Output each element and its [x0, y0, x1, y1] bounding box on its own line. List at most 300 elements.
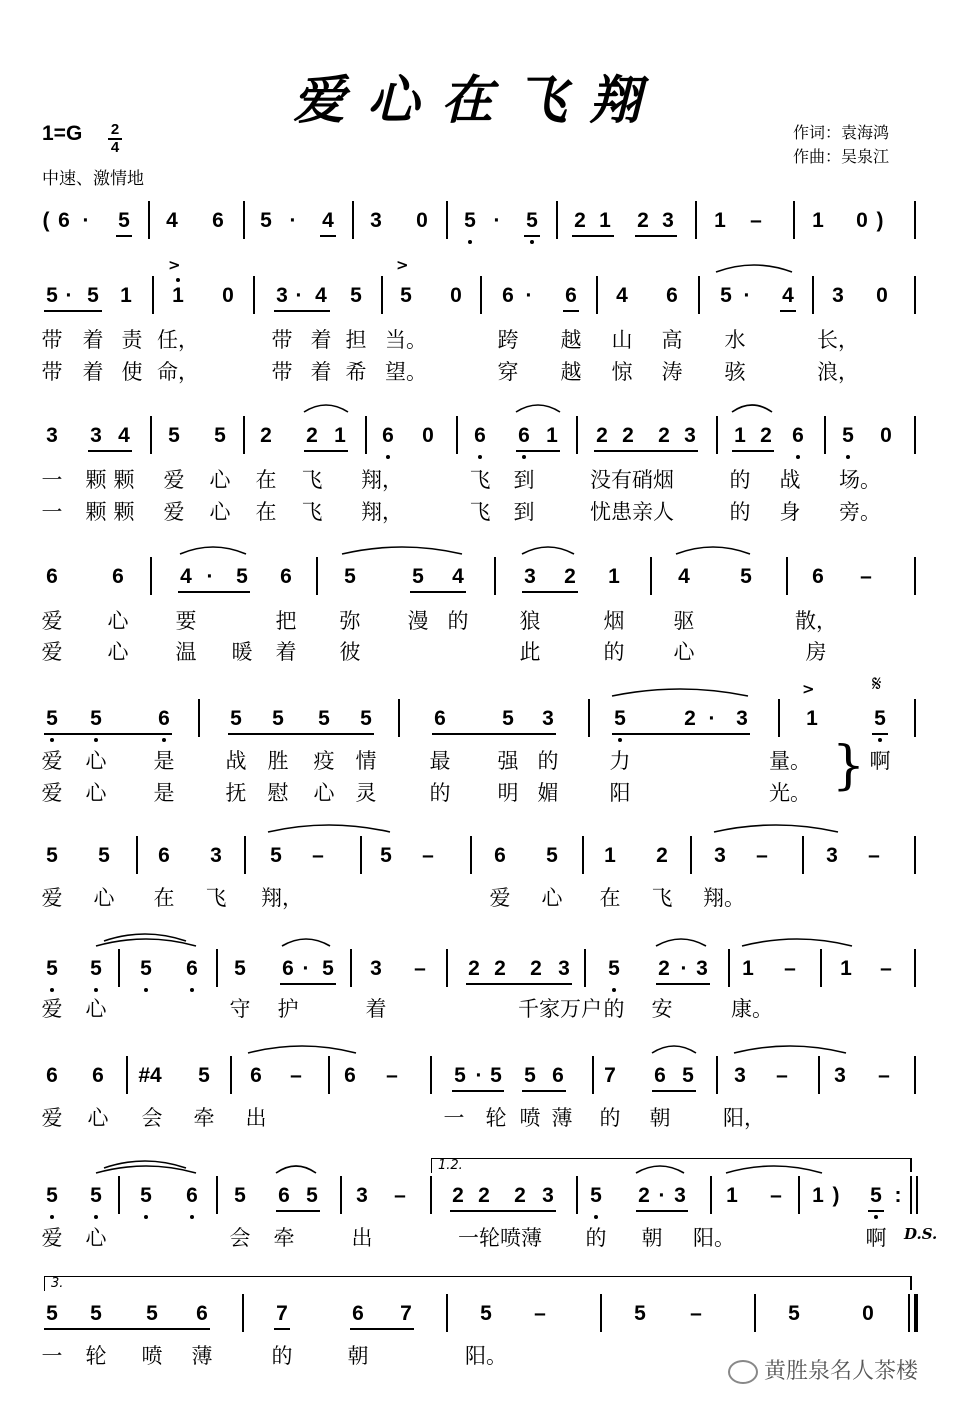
- note: 7: [400, 1302, 412, 1325]
- note: 5: [614, 707, 626, 730]
- lyric-word: 的: [603, 640, 625, 664]
- lyric-word: 心: [107, 609, 129, 633]
- lyric-word: 山: [611, 328, 633, 352]
- note: 5: [140, 1184, 152, 1207]
- lyric-word: 的: [585, 1226, 607, 1250]
- note: 5: [740, 565, 752, 588]
- barline: [118, 1176, 120, 1214]
- note: 5: [270, 844, 282, 867]
- beam: [274, 310, 330, 312]
- lyric-word: 的: [447, 609, 469, 633]
- note: –: [770, 1184, 782, 1207]
- barline: [446, 201, 448, 239]
- lyric-word: 薄: [551, 1106, 573, 1130]
- octave-dot-below: [386, 455, 390, 459]
- note: 6: [352, 1302, 364, 1325]
- octave-dot-below: [94, 1215, 98, 1219]
- note: 1: [604, 844, 616, 867]
- note: 5: [260, 209, 272, 232]
- lyric-word: 心: [87, 1106, 109, 1130]
- volta-bracket-3: [44, 1276, 911, 1291]
- lyric-word: 飞: [301, 468, 323, 492]
- note: 2: [260, 424, 272, 447]
- note: ): [832, 1184, 840, 1207]
- lyric-word: 带: [271, 328, 293, 352]
- barline: [230, 1056, 232, 1094]
- beam: [228, 733, 374, 735]
- note: 2: [637, 209, 649, 232]
- note: 3: [542, 707, 554, 730]
- note: 5: [720, 284, 732, 307]
- beam: [410, 591, 466, 593]
- lyric-word: 穿: [497, 360, 519, 384]
- lyric-word: 心: [209, 500, 231, 524]
- lyric-word: 喷: [141, 1344, 163, 1368]
- lyric-word: 跨: [497, 328, 519, 352]
- tempo-marking: 中速、激情地: [42, 169, 144, 189]
- lyric-word: 力: [609, 749, 631, 773]
- note: 5: [412, 565, 424, 588]
- octave-dot-below: [162, 738, 166, 742]
- note: 3: [684, 424, 696, 447]
- note: (: [42, 209, 50, 232]
- score-line: [0, 1300, 956, 1340]
- barline: [914, 836, 916, 874]
- note: –: [784, 957, 796, 980]
- note: 5: [874, 707, 886, 730]
- barline: [710, 1176, 712, 1214]
- note: 2: [530, 957, 542, 980]
- lyric-word: 会: [229, 1226, 251, 1250]
- lyric-word: 颗: [85, 500, 107, 524]
- note: 6: [278, 1184, 290, 1207]
- beam: [44, 1328, 210, 1330]
- barline: [716, 416, 718, 454]
- barline: [446, 1294, 448, 1332]
- barline: [244, 836, 246, 874]
- beam: [274, 1328, 290, 1330]
- score-line: [0, 1182, 956, 1222]
- lyric-word: 阳，: [723, 1106, 765, 1130]
- lyric-word: 此: [519, 640, 541, 664]
- lyric-word: 飞: [469, 500, 491, 524]
- note: 6: [58, 209, 70, 232]
- beam: [636, 1210, 688, 1212]
- barline: [914, 276, 916, 314]
- lyric-word: 惊: [611, 360, 633, 384]
- lyric-word: 在: [153, 886, 175, 910]
- lyricist-credit: 作词：袁海鸿: [793, 123, 890, 142]
- lyric-word: 爱: [41, 609, 63, 633]
- note: –: [690, 1302, 702, 1325]
- lyric-word: 心: [93, 886, 115, 910]
- lyric-word: 一: [41, 468, 63, 492]
- barline: [596, 276, 598, 314]
- note: 1: [812, 1184, 824, 1207]
- beam: [516, 450, 560, 452]
- beam: [452, 1090, 504, 1092]
- note: 3: [90, 424, 102, 447]
- note: 5: [350, 284, 362, 307]
- note: 2: [514, 1184, 526, 1207]
- lyric-word: 出: [351, 1226, 373, 1250]
- barline: [556, 201, 558, 239]
- note: 5: [234, 1184, 246, 1207]
- lyric-word: 的: [599, 1106, 621, 1130]
- beam: [563, 310, 579, 312]
- lyric-word: 命，: [157, 360, 199, 384]
- tie-arc: [734, 1046, 846, 1053]
- note: –: [750, 209, 762, 232]
- barline: [136, 836, 138, 874]
- note: 3: [356, 1184, 368, 1207]
- barline: [786, 557, 788, 595]
- score-line: [0, 563, 956, 603]
- lyric-word: 心: [85, 749, 107, 773]
- barline: [316, 557, 318, 595]
- lyric-word: 爱: [41, 781, 63, 805]
- note: 6: [46, 1064, 58, 1087]
- lyric-word: 爱: [41, 749, 63, 773]
- note: 2: [478, 1184, 490, 1207]
- barline: [398, 699, 400, 737]
- note: 6: [212, 209, 224, 232]
- watermark: [728, 1354, 918, 1385]
- note: 2: [306, 424, 318, 447]
- note: –: [878, 1064, 890, 1087]
- note: 0: [880, 424, 892, 447]
- tie-arc: [104, 934, 186, 941]
- lyric-word: 飞: [205, 886, 227, 910]
- note: 3: [734, 1064, 746, 1087]
- lyric-word: 到: [513, 468, 535, 492]
- lyric-word: 忧患亲人: [590, 500, 674, 524]
- song-title: 爱心在飞翔: [292, 70, 663, 131]
- lyric-word: 骇: [724, 360, 746, 384]
- lyric-word: 朝: [641, 1226, 663, 1250]
- note: 5: [318, 707, 330, 730]
- lyric-word: 啊: [865, 1226, 887, 1250]
- lyric-word: 朝: [649, 1106, 671, 1130]
- tie-arc: [276, 1166, 316, 1173]
- beam: [780, 310, 796, 312]
- note: 5: [46, 844, 58, 867]
- note: 6: [158, 707, 170, 730]
- lyric-row: [0, 605, 956, 633]
- tie-arc: [248, 1046, 356, 1053]
- note: ·: [206, 565, 214, 588]
- note: 5: [590, 1184, 602, 1207]
- lyric-word: 浪，: [817, 360, 859, 384]
- lyric-row: [0, 745, 956, 773]
- barline: [916, 1176, 918, 1214]
- lyric-word: 漫: [407, 609, 429, 633]
- lyric-word: 飞: [651, 886, 673, 910]
- volta-label-3: 3.: [51, 1276, 64, 1291]
- lyric-word: 当。: [385, 328, 427, 352]
- lyric-word: 阳。: [693, 1226, 735, 1250]
- note: 6: [434, 707, 446, 730]
- note: 5: [118, 209, 130, 232]
- note: 5: [788, 1302, 800, 1325]
- lyric-word: 弥: [339, 609, 361, 633]
- lyric-word: 安: [651, 997, 673, 1021]
- score-line: [0, 422, 956, 462]
- tie-arc: [96, 1166, 196, 1173]
- barline: [754, 1294, 756, 1332]
- note: –: [534, 1302, 546, 1325]
- note: 5: [46, 1302, 58, 1325]
- lyric-word: 爱: [41, 1106, 63, 1130]
- note: –: [756, 844, 768, 867]
- note: 3: [542, 1184, 554, 1207]
- note: 1: [742, 957, 754, 980]
- note: 3: [276, 284, 288, 307]
- lyric-word: 旁。: [839, 500, 881, 524]
- lyric-row: [0, 324, 956, 352]
- lyric-word: 暖: [231, 640, 253, 664]
- note: 3: [370, 209, 382, 232]
- lyric-row: [0, 496, 956, 524]
- note: ·: [302, 957, 310, 980]
- note: 5: [140, 957, 152, 980]
- tie-arc: [652, 1046, 696, 1053]
- barline: [914, 949, 916, 987]
- accent-mark: >: [168, 256, 181, 274]
- note: 5: [502, 707, 514, 730]
- lyric-word: 心: [541, 886, 563, 910]
- barline: [798, 1176, 800, 1214]
- note: 5: [322, 957, 334, 980]
- lyric-word: 狼: [519, 609, 541, 633]
- lyric-word: 的: [729, 468, 751, 492]
- lyric-row: [0, 464, 956, 492]
- note: –: [290, 1064, 302, 1087]
- barline: [150, 416, 152, 454]
- lyric-word: 的: [729, 500, 751, 524]
- barline: [446, 949, 448, 987]
- note: ·: [680, 957, 688, 980]
- lyric-word: 飞: [301, 500, 323, 524]
- barline: [576, 1176, 578, 1214]
- barline: [365, 416, 367, 454]
- lyric-word: 翔，: [361, 500, 403, 524]
- beam: [88, 450, 132, 452]
- octave-dot-below: [878, 738, 882, 742]
- note: ·: [289, 209, 297, 232]
- barline: [360, 836, 362, 874]
- lyric-word: 翔，: [361, 468, 403, 492]
- note: 6: [382, 424, 394, 447]
- final-barline: [914, 1294, 918, 1332]
- barline: [914, 1056, 916, 1094]
- lyric-word: 在: [599, 886, 621, 910]
- note: 6: [518, 424, 530, 447]
- barline: [588, 699, 590, 737]
- note: 5: [464, 209, 476, 232]
- note: 1: [806, 707, 818, 730]
- lyric-word: 爱: [163, 500, 185, 524]
- lyric-word: 把: [275, 609, 297, 633]
- composer-credit: 作曲：吴泉江: [793, 147, 890, 166]
- lyric-word: 着: [310, 360, 332, 384]
- lyric-word: 心: [85, 1226, 107, 1250]
- note: 2: [658, 957, 670, 980]
- time-signature-top: 2: [110, 121, 120, 138]
- note: ·: [475, 1064, 483, 1087]
- tie-arc: [96, 939, 196, 946]
- lyric-word: 的: [271, 1344, 293, 1368]
- note: –: [868, 844, 880, 867]
- note: ·: [743, 284, 751, 307]
- tie-arc: [716, 265, 792, 272]
- note: –: [422, 844, 434, 867]
- lyric-word: 心: [85, 781, 107, 805]
- time-signature: [108, 122, 122, 156]
- barline: [216, 1176, 218, 1214]
- lyric-word: 着: [365, 997, 387, 1021]
- lyric-word: 阳: [609, 781, 631, 805]
- lyric-word: 最: [429, 749, 451, 773]
- note: 0: [422, 424, 434, 447]
- barline: [695, 201, 697, 239]
- barline: [584, 949, 586, 987]
- lyric-row: [0, 777, 956, 805]
- note: 3: [524, 565, 536, 588]
- barline: [908, 1294, 910, 1332]
- lyric-word: 担: [345, 328, 367, 352]
- note: 1: [812, 209, 824, 232]
- note: 4: [315, 284, 327, 307]
- note: ): [876, 209, 884, 232]
- lyric-word: 着: [275, 640, 297, 664]
- tie-arc: [714, 825, 838, 832]
- lyric-word: 翔，: [261, 886, 303, 910]
- score-line: [0, 1062, 956, 1102]
- lyric-word: 到: [513, 500, 535, 524]
- score-line: [0, 955, 956, 995]
- note: 2: [684, 707, 696, 730]
- note: 6: [280, 565, 292, 588]
- lyric-word: 长，: [817, 328, 859, 352]
- note: 5: [46, 707, 58, 730]
- lyric-word: 责: [121, 328, 143, 352]
- lyric-word: 一: [41, 500, 63, 524]
- lyric-word: 阳。: [465, 1344, 507, 1368]
- note: –: [386, 1064, 398, 1087]
- score-line: [0, 256, 956, 322]
- barline: [820, 949, 822, 987]
- lyric-word: 颗: [85, 468, 107, 492]
- note: 6: [196, 1302, 208, 1325]
- beam: [572, 235, 614, 237]
- note: 1: [840, 957, 852, 980]
- note: ·: [525, 284, 533, 307]
- lyric-word: 带: [41, 328, 63, 352]
- note: ·: [658, 1184, 666, 1207]
- lyric-word: 爱: [489, 886, 511, 910]
- beam: [466, 983, 572, 985]
- barline: [793, 201, 795, 239]
- octave-dot-below: [846, 455, 850, 459]
- lyric-word: 守: [229, 997, 251, 1021]
- note: 2: [658, 424, 670, 447]
- lyric-word: 高: [661, 328, 683, 352]
- octave-dot-below: [796, 455, 800, 459]
- barline: [148, 201, 150, 239]
- lyric-brace: }: [832, 736, 866, 796]
- note: 6: [565, 284, 577, 307]
- beam: [116, 235, 132, 237]
- barline: [152, 276, 154, 314]
- note: 5: [90, 707, 102, 730]
- note: 5: [198, 1064, 210, 1087]
- barline: [910, 1176, 912, 1214]
- note: 6: [92, 1064, 104, 1087]
- note: 5: [87, 284, 99, 307]
- barline: [650, 557, 652, 595]
- barline: [698, 276, 700, 314]
- barline: [242, 1294, 244, 1332]
- barline: [818, 1056, 820, 1094]
- note: 5: [526, 209, 538, 232]
- note: 5: [46, 284, 58, 307]
- note: 6: [46, 565, 58, 588]
- lyric-word: 驱: [673, 609, 695, 633]
- tie-arc: [742, 939, 852, 946]
- note: 6: [282, 957, 294, 980]
- tie-arc: [612, 689, 748, 696]
- barline: [494, 557, 496, 595]
- note: 1: [120, 284, 132, 307]
- accent-mark: >: [802, 680, 815, 698]
- lyric-word: 出: [245, 1106, 267, 1130]
- note: 5: [480, 1302, 492, 1325]
- barline: [470, 836, 472, 874]
- lyric-word: 彼: [339, 640, 361, 664]
- note: 4: [166, 209, 178, 232]
- lyric-word: 战: [225, 749, 247, 773]
- note: 6: [474, 424, 486, 447]
- tie-arc: [268, 825, 390, 832]
- note: –: [880, 957, 892, 980]
- barline: [812, 276, 814, 314]
- volta-end: [910, 1158, 912, 1172]
- lyric-word: 情: [355, 749, 377, 773]
- note: 6: [494, 844, 506, 867]
- barline: [352, 201, 354, 239]
- beam: [44, 733, 172, 735]
- lyric-word: 轮: [85, 1344, 107, 1368]
- note: 5: [344, 565, 356, 588]
- lyric-word: 在: [255, 468, 277, 492]
- note: 5: [400, 284, 412, 307]
- lyric-word: 爱: [41, 1226, 63, 1250]
- tie-arc: [342, 547, 462, 554]
- note: 1: [608, 565, 620, 588]
- note: 7: [276, 1302, 288, 1325]
- note: 4: [782, 284, 794, 307]
- octave-dot-below: [522, 455, 526, 459]
- beam: [178, 591, 250, 593]
- octave-dot-below: [190, 1215, 194, 1219]
- barline: [824, 416, 826, 454]
- octave-dot-below: [618, 738, 622, 742]
- tie-arc: [732, 405, 772, 412]
- note: 0: [416, 209, 428, 232]
- lyric-word: 望。: [385, 360, 427, 384]
- note: 6: [344, 1064, 356, 1087]
